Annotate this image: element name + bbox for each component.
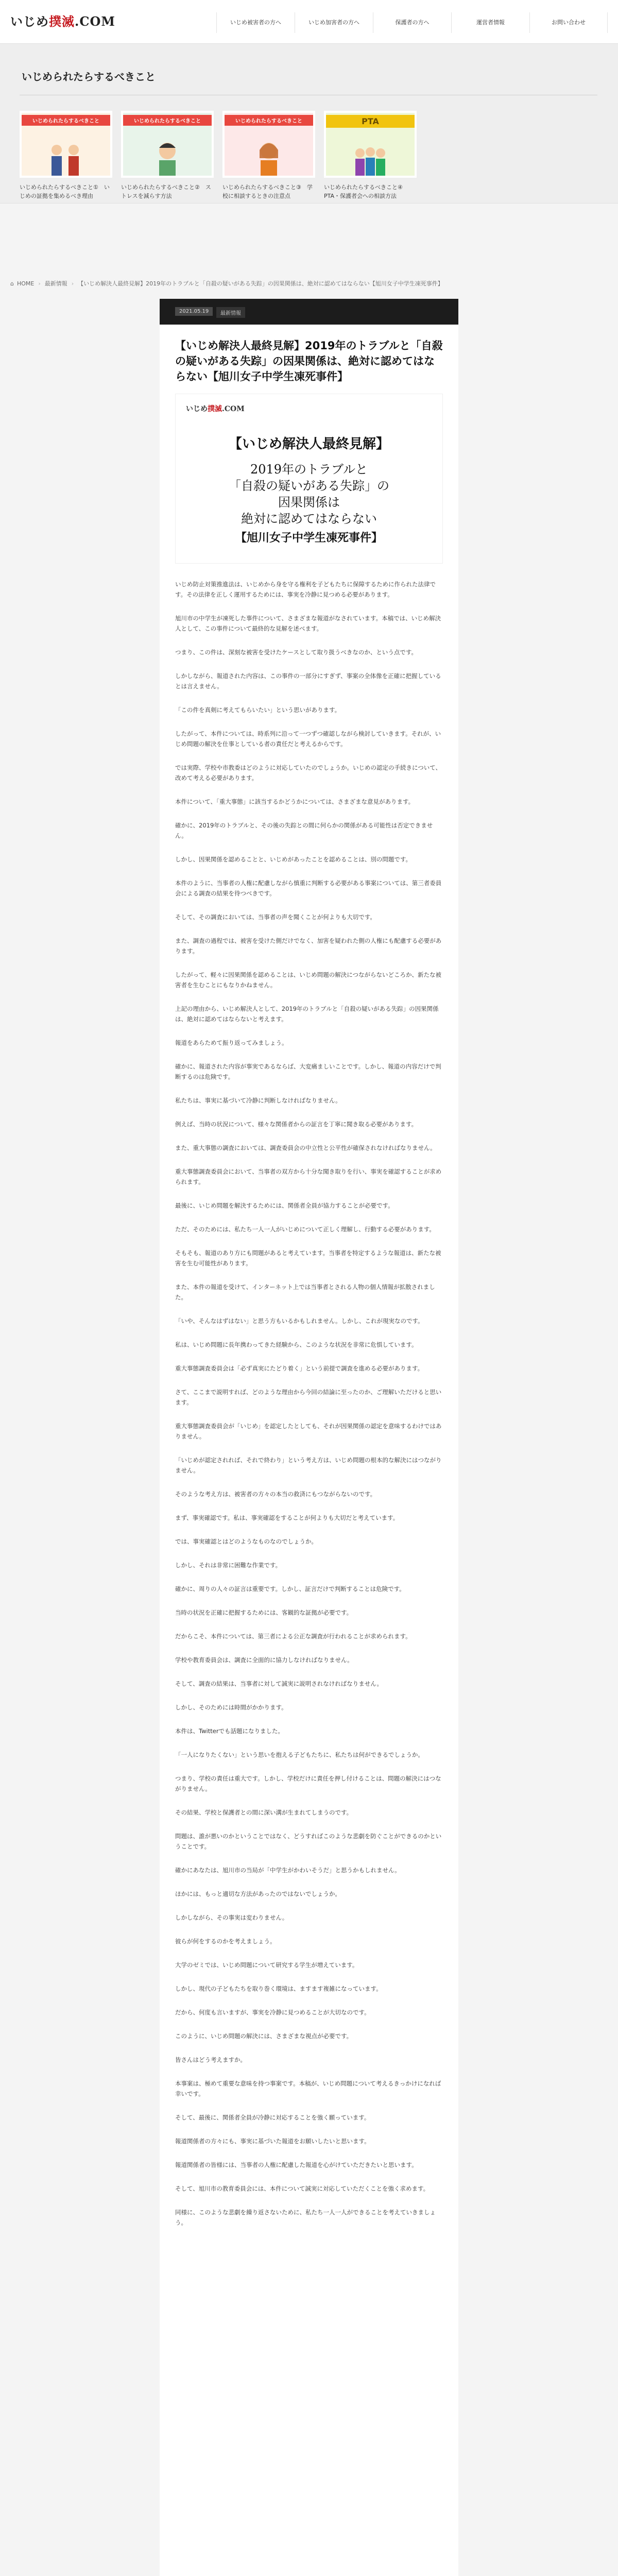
breadcrumb-current: 【いじめ解決人最終見解】2019年のトラブルと「自殺の疑いがある失踪」の因果関係は、絶対に認めてはならない【旭川女子中学生凍死事件】 (78, 280, 443, 287)
eyecatch-logo: いじめ撲滅.COM (186, 405, 245, 413)
article-paragraph: しかしながら、報道された内容は、この事件の一部分にすぎず、事案の全体像を正確に把握しているとは言えません。 (175, 672, 441, 690)
post-date: 2021.05.19 (175, 307, 213, 316)
breadcrumb (0, 273, 618, 294)
students-illustration-icon (45, 129, 87, 176)
article-paragraph: このように、いじめ問題の解決には、さまざまな視点が必要です。 (175, 2032, 353, 2040)
card-thumbnail[interactable] (324, 111, 417, 178)
article-paragraph: また、重大事態の調査においては、調査委員会の中立性と公平性が確保されなければなりません。 (175, 1144, 436, 1151)
article-paragraph: 報道をあらためて振り返ってみましょう。 (175, 1039, 288, 1046)
article-paragraph: だから、何度も言いますが、事実を冷静に見つめることが大切なのです。 (175, 2009, 370, 2016)
article-paragraph: 学校や教育委員会は、調査に全面的に協力しなければなりません。 (175, 1656, 353, 1664)
breadcrumb-separator-icon: › (38, 280, 41, 287)
article-paragraph: 旭川市の中学生が凍死した事件について、さまざまな報道がなされています。本稿では、いじめ解決人として、この事件について最終的な見解を述べます。 (175, 615, 441, 632)
crying-student-icon (248, 129, 289, 176)
pta-meeting-icon (350, 129, 391, 176)
article-paragraph: そもそも、報道のあり方にも問題があると考えています。当事者を特定するような報道は、新たな被害を生む可能性があります。 (175, 1249, 441, 1267)
logo-suffix: .COM (75, 14, 115, 29)
site-logo[interactable] (10, 11, 115, 29)
article-paragraph: 確かに、周りの人々の証言は重要です。しかし、証言だけで判断することは危険です。 (175, 1585, 405, 1592)
global-nav (216, 12, 608, 33)
breadcrumb-category[interactable]: 最新情報 (44, 280, 67, 287)
eyecatch-heading: 【いじめ解決人最終見解】 (228, 436, 389, 452)
article-paragraph: まず、事実確認です。私は、事実確認をすることが何よりも大切だと考えています。 (175, 1514, 399, 1521)
card-caption[interactable]: いじめられたらするべきこと③ 学校に相談するときの注意点 (222, 184, 313, 199)
article-paragraph: 本件は、Twitterでも話題になりました。 (175, 1727, 284, 1735)
related-card-1[interactable] (20, 111, 112, 200)
article-paragraph: 「この件を真剣に考えてもらいたい」という思いがあります。 (175, 706, 341, 714)
eyecatch-body: 2019年のトラブルと 「自殺の疑いがある失踪」の 因果関係は 絶対に認めてはならない (229, 462, 389, 526)
article-header-bar (160, 299, 458, 325)
card-thumbnail[interactable] (121, 111, 214, 178)
article-paragraph: 「いや、そんなはずはない」と思う方もいるかもしれません。しかし、これが現実なのです。 (175, 1317, 424, 1325)
article-paragraph: 最後に、いじめ問題を解決するためには、関係者全員が協力することが必要です。 (175, 1202, 394, 1209)
article-paragraph: 私たちは、事実に基づいて冷静に判断しなければなりません。 (175, 1097, 341, 1104)
card-banner: いじめられたらするべきこと (22, 115, 110, 126)
article-paragraph: 確かに、報道された内容が事実であるならば、大変痛ましいことです。しかし、報道の内容だけで判断するのは危険です。 (175, 1063, 441, 1080)
stressed-student-icon (147, 129, 188, 176)
nav-contact[interactable]: お問い合わせ (529, 12, 608, 33)
article-paragraph: そして、最後に、関係者全員が冷静に対応することを強く願っています。 (175, 2114, 370, 2121)
article-paragraph: そして、調査の結果は、当事者に対して誠実に説明されなければなりません。 (175, 1680, 383, 1687)
related-section (0, 44, 618, 204)
card-banner: いじめられたらするべきこと (225, 115, 313, 126)
article-title: 【いじめ解決人最終見解】2019年のトラブルと「自殺の疑いがある失踪」の因果関係は、絶対に認めてはならない【旭川女子中学生凍死事件】 (175, 340, 443, 383)
article (160, 299, 458, 2576)
article-paragraph: 確かに、2019年のトラブルと、その後の失踪との間に何らかの関係がある可能性は否定できません。 (175, 822, 433, 839)
card-thumbnail[interactable] (20, 111, 112, 178)
article-paragraph: 当時の状況を正確に把握するためには、客観的な証拠が必要です。 (175, 1609, 353, 1616)
nav-parents[interactable]: 保護者の方へ (373, 12, 451, 33)
article-paragraph: したがって、本件については、時系列に沿って一つずつ確認しながら検討していきます。それが、いじめ問題の解決を仕事としている者の責任だと考えるからです。 (175, 730, 441, 748)
related-title: いじめられたらするべきこと (20, 59, 597, 95)
post-category[interactable]: 最新情報 (216, 307, 245, 318)
nav-victims[interactable]: いじめ被害者の方へ (216, 12, 295, 33)
article-paragraph: 本事案は、極めて重要な意味を持つ事案です。本稿が、いじめ問題について考えるきっかけになれば幸いです。 (175, 2080, 441, 2097)
article-paragraph: しかし、それは非常に困難な作業です。 (175, 1562, 282, 1569)
article-paragraph: しかしながら、その事実は変わりません。 (175, 1914, 288, 1921)
article-paragraph: では実際、学校や市教委はどのように対応していたのでしょうか。いじめの認定の手続きについて、改めて考える必要があります。 (175, 764, 442, 782)
related-cards (20, 111, 597, 200)
card-caption[interactable]: いじめられたらするべきこと④ PTA・保護者会への相談方法 (324, 184, 408, 199)
nav-about[interactable]: 運営者情報 (451, 12, 529, 33)
article-paragraph: 同様に、このような悲劇を繰り返さないために、私たち一人一人ができることを考えていきましょう。 (175, 2209, 436, 2226)
site-header (0, 0, 618, 44)
article-paragraph: さて、ここまで説明すれば、どのような理由から今回の結論に至ったのか、ご理解いただけると思います。 (175, 1388, 442, 1406)
card-banner: PTA (326, 115, 415, 128)
article-paragraph: ただ、そのためには、私たち一人一人がいじめについて正しく理解し、行動する必要があります。 (175, 1226, 435, 1233)
article-paragraph: 皆さんはどう考えますか。 (175, 2056, 246, 2063)
eyecatch-footer: 【旭川女子中学生凍死事件】 (235, 531, 383, 545)
article-paragraph: 確かにあなたは、旭川市の当局が「中学生がかわいそうだ」と思うかもしれません。 (175, 1867, 401, 1874)
article-paragraph: 大学のゼミでは、いじめ問題について研究する学生が増えています。 (175, 1961, 358, 1969)
breadcrumb-home[interactable]: HOME (16, 280, 35, 287)
article-paragraph: しかし、因果関係を認めることと、いじめがあったことを認めることは、別の問題です。 (175, 856, 411, 863)
article-paragraph: また、本件の報道を受けて、インターネット上では当事者とされる人物の個人情報が拡散されました。 (175, 1283, 435, 1301)
related-card-3[interactable] (222, 111, 315, 200)
card-thumbnail[interactable] (222, 111, 315, 178)
article-body (160, 564, 458, 2228)
article-paragraph: 報道関係者の方々にも、事実に基づいた報道をお願いしたいと思います。 (175, 2138, 370, 2145)
eyecatch-image (175, 394, 443, 564)
card-caption[interactable]: いじめられたらするべきこと② ストレスを減らす方法 (121, 184, 211, 199)
article-paragraph: 本件のように、当事者の人権に配慮しながら慎重に判断する必要がある事案については、第三者委員会による調査の結果を待つべきです。 (175, 879, 442, 897)
article-paragraph: そして、旭川市の教育委員会には、本件について誠実に対応していただくことを強く求めます。 (175, 2185, 430, 2192)
article-paragraph: 本件について、「重大事態」に該当するかどうかについては、さまざまな意見があります。 (175, 798, 415, 805)
article-paragraph: 報道関係者の皆様には、当事者の人権に配慮した報道を心がけていただきたいと思います。 (175, 2161, 418, 2168)
article-paragraph: いじめ防止対策推進法は、いじめから身を守る権利を子どもたちに保障するために作られた法律です。その法律を正しく運用するためには、事実を冷静に見つめる必要があります。 (175, 581, 436, 598)
card-banner: いじめられたらするべきこと (123, 115, 212, 126)
article-paragraph: 「いじめが認定されれば、それで終わり」という考え方は、いじめ問題の根本的な解決にはつながりません。 (175, 1456, 442, 1474)
article-paragraph: 重大事態調査委員会が「いじめ」を認定したとしても、それが因果関係の認定を意味するわけではありません。 (175, 1422, 442, 1440)
home-icon[interactable]: ⌂ (10, 280, 14, 287)
logo-prefix: いじめ (10, 14, 49, 29)
article-paragraph: また、調査の過程では、被害を受けた側だけでなく、加害を疑われた側の人権にも配慮する必要があります。 (175, 937, 442, 955)
article-paragraph: しかし、現代の子どもたちを取り巻く環境は、ますます複雑になっています。 (175, 1985, 382, 1992)
article-paragraph: 「一人になりたくない」という思いを抱える子どもたちに、私たちは何ができるでしょうか。 (175, 1751, 424, 1758)
article-paragraph: では、事実確認とはどのようなものなのでしょうか。 (175, 1538, 317, 1545)
article-paragraph: しかし、そのためには時間がかかります。 (175, 1704, 287, 1711)
article-paragraph: したがって、軽々に因果関係を認めることは、いじめ問題の解決につながらないどころか、新たな被害者を生むことにもなりかねません。 (175, 971, 442, 989)
article-paragraph: つまり、この件は、深刻な被害を受けたケースとして取り扱うべきなのか、という点です。 (175, 649, 417, 656)
article-paragraph: ほかには、もっと適切な方法があったのではないでしょうか。 (175, 1890, 341, 1897)
related-card-2[interactable] (121, 111, 214, 200)
article-paragraph: 私は、いじめ問題に長年携わってきた経験から、このような状況を非常に危惧しています。 (175, 1341, 418, 1348)
article-paragraph: つまり、学校の責任は重大です。しかし、学校だけに責任を押し付けることは、問題の解決にはつながりません。 (175, 1775, 441, 1792)
article-paragraph: そして、その調査においては、当事者の声を聞くことが何よりも大切です。 (175, 913, 376, 921)
article-paragraph: 例えば、当時の状況について、様々な関係者からの証言を丁寧に聞き取る必要があります。 (175, 1121, 418, 1128)
nav-offenders[interactable]: いじめ加害者の方へ (295, 12, 373, 33)
related-card-4[interactable] (324, 111, 417, 200)
article-paragraph: だからこそ、本件については、第三者による公正な調査が行われることが求められます。 (175, 1633, 411, 1640)
article-paragraph: その結果、学校と保護者との間に深い溝が生まれてしまうのです。 (175, 1809, 353, 1816)
card-caption[interactable]: いじめられたらするべきこと① いじめの証拠を集めるべき理由 (20, 184, 110, 199)
article-paragraph: そのような考え方は、被害者の方々の本当の救済にもつながらないのです。 (175, 1490, 376, 1498)
article-paragraph: 問題は、誰が悪いのかということではなく、どうすればこのような悲劇を防ぐことができるのかということです。 (175, 1833, 442, 1850)
article-paragraph: 重大事態調査委員会は「必ず真実にたどり着く」という前提で調査を進める必要があります。 (175, 1365, 424, 1372)
logo-red: 撲滅 (49, 14, 75, 29)
article-paragraph: 彼らが何をするのかを考えましょう。 (175, 1938, 276, 1945)
breadcrumb-separator-icon: › (71, 280, 74, 287)
article-paragraph: 重大事態調査委員会において、当事者の双方から十分な聞き取りを行い、事実を確認することが求められます。 (175, 1168, 442, 1185)
article-paragraph: 上記の理由から、いじめ解決人として、2019年のトラブルと「自殺の疑いがある失踪」の因果関係は、絶対に認めてはならないと考えます。 (175, 1005, 439, 1023)
